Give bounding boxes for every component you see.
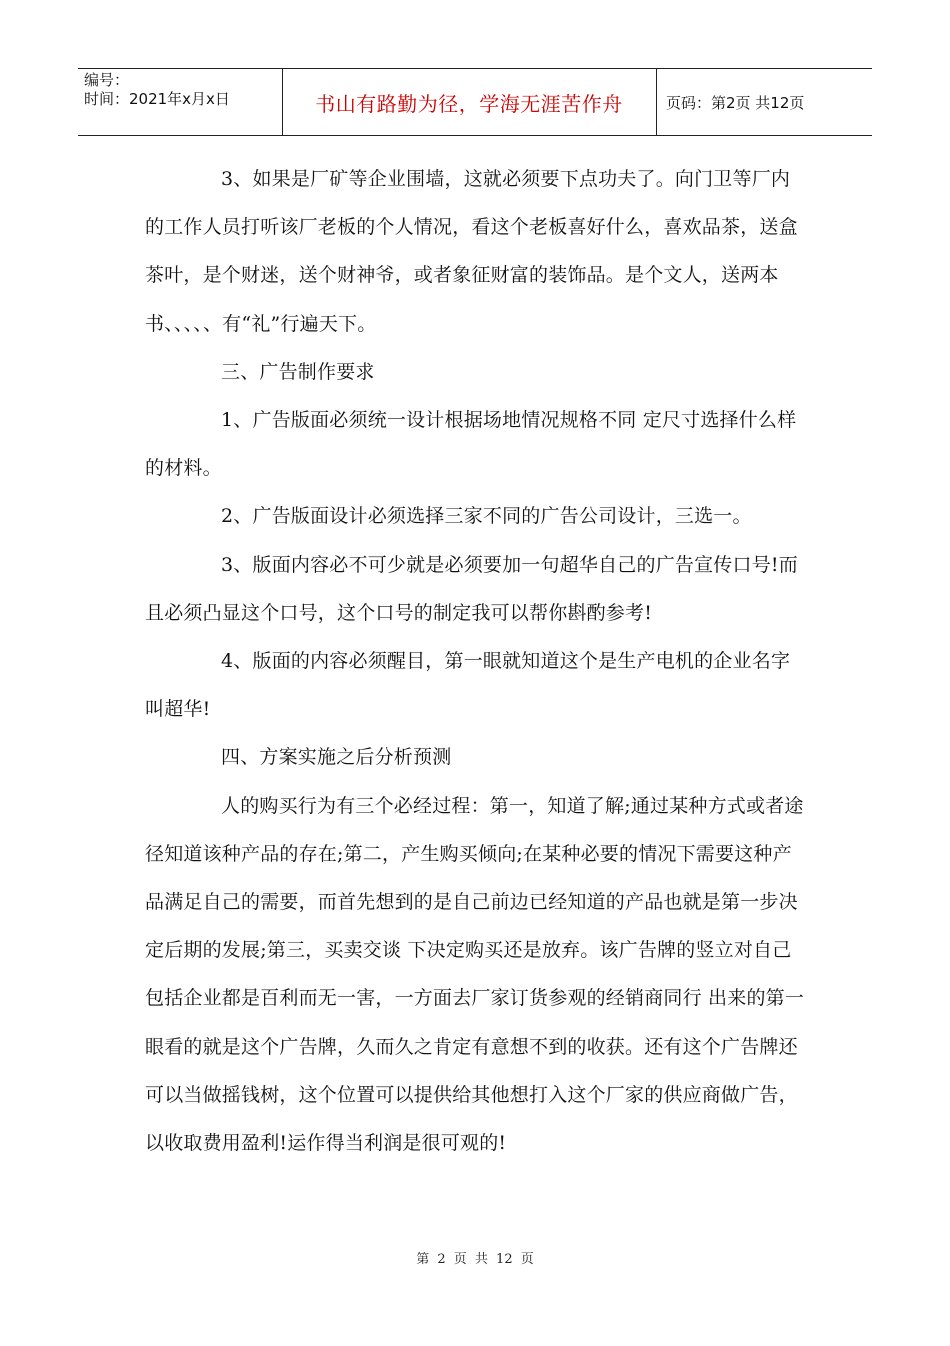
page-header [78, 68, 872, 136]
header-divider-right [656, 69, 657, 135]
header-meta [84, 71, 230, 109]
paragraph-requirement-2: 2、广告版面设计必须选择三家不同的广告公司设计，三选一。 [221, 505, 752, 528]
page-footer: 第 2 页 共 12 页 [416, 1252, 534, 1267]
paragraph-forecast: 人的购买行为有三个必经过程：第一，知道了解;通过某种方式或者途径知道该种产品的存在;第二，产生购买倾向;在某种必要的情况下需要这种产品满足自己的需要，而首先想到的是自己前边已经知道的产品也就是第一步决定后期的发展;第三，买卖交谈 下决定购买还是放弃。该广告牌的竖立对自己包括企业都是百利而无一害，一方面去厂家订货参观的经销商同行 出来的第一眼看的就是这个广告牌，久而久之肯定有意想不到的收获。还有这个广告牌还可以当做摇钱树，这个位置可以提供给其他想打入这个厂家的供应商做广告，以收取费用盈利!运作得当利润是很可观的! [145, 794, 805, 1155]
document-body [145, 155, 805, 1167]
serial-number-label: 编号： [84, 71, 130, 89]
header-motto: 书山有路勤为径，学海无涯苦作舟 [315, 91, 623, 116]
paragraph-gift-strategy: 3、如果是厂矿等企业围墙，这就必须要下点功夫了。向门卫等厂内的工作人员打听该厂老板的个人情况，看这个老板喜好什么，喜欢品茶，送盒茶叶，是个财迷，送个财神爷，或者象征财富的装饰品。是个文人，送两本书、、、、、有“礼”行遍天下。 [145, 168, 798, 335]
paragraph-requirement-4: 4、版面的内容必须醒目，第一眼就知道这个是生产电机的企业名字叫超华! [145, 650, 791, 721]
section-heading-forecast: 四、方案实施之后分析预测 [221, 746, 452, 769]
header-page-info: 页码：第2页 共12页 [666, 93, 805, 112]
date-label: 时间：2021年x月x日 [84, 90, 230, 108]
paragraph-requirement-1: 1、广告版面必须统一设计根据场地情况规格不同 定尺寸选择什么样的材料。 [145, 409, 797, 480]
paragraph-requirement-3: 3、版面内容必不可少就是必须要加一句超华自己的广告宣传口号!而且必须凸显这个口号，这个口号的制定我可以帮你斟酌参考! [145, 553, 798, 624]
section-heading-ad-requirements: 三、广告制作要求 [221, 360, 375, 383]
